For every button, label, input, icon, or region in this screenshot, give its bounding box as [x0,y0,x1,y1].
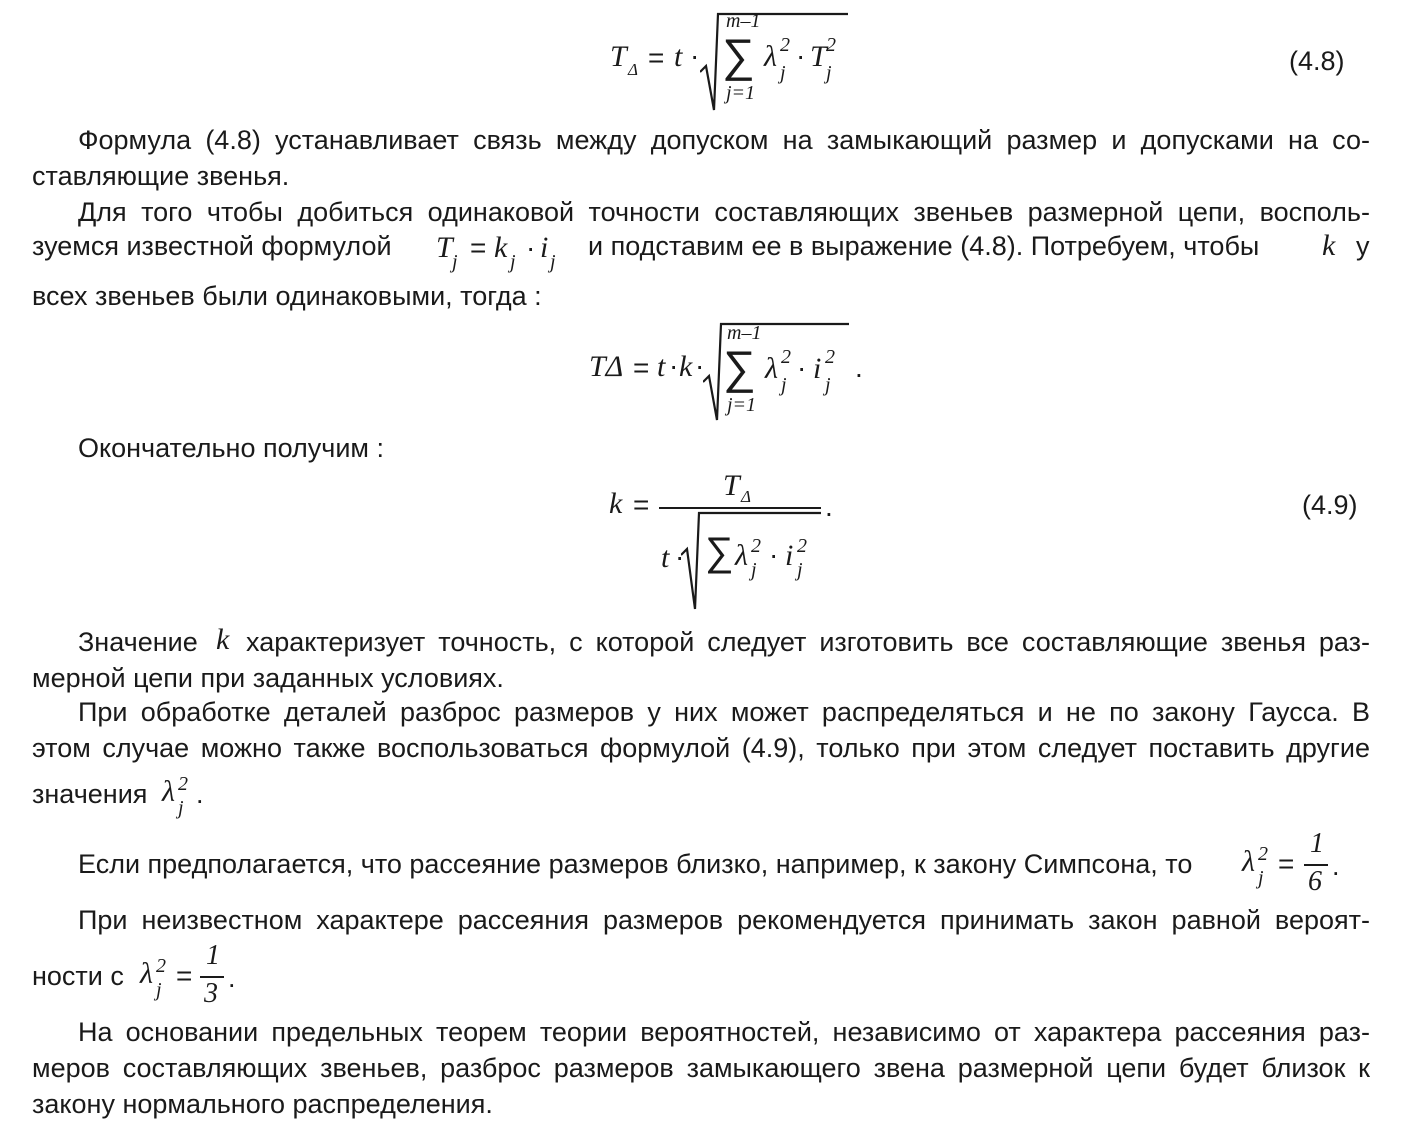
eqm-sum-upper: m–1 [727,322,762,344]
p6-lambda-sup: 2 [1258,843,1268,865]
eqm-lambda-sub: j [781,374,787,396]
eq48-dot: · [690,40,700,71]
paragraph-1-line-1: Формула (4.8) устанавливает связь между допуском на замыкающий размер и допусками на со- [78,125,1370,155]
eq49-i-sup: 2 [797,535,807,557]
paragraph-3: Окончательно получим : [78,433,384,463]
p2-formula-eq: = [470,232,487,263]
eq48-dot2: · [796,40,806,71]
p6-equals: = [1278,848,1295,879]
sum-sign: ∑ [723,341,756,393]
eq48-T-sup: 2 [826,34,836,56]
eq48-lambda-sup: 2 [780,34,790,56]
eqm-t: t [657,350,666,383]
eq49-dot: · [675,541,685,572]
eq48-lambda-sub: j [780,62,786,84]
eqm-i: i [813,352,822,385]
paragraph-5-line-1: При обработке деталей разброс размеров у них может распределяться и не по закону Гаусса. В [78,697,1370,727]
paragraph-2-line-3: всех звеньев были одинаковыми, тогда : [32,281,542,311]
p4-text-b: характеризует точность, с которой следует изготовить все составляющие звенья раз- [246,627,1370,657]
p6-denominator: 6 [1308,866,1322,897]
equation-number-4-8: (4.8) [1289,46,1345,76]
sum-sign: ∑ [705,530,734,574]
eqm-lambda: λ [765,352,778,385]
eqm-equals: = [633,352,650,383]
p6-end: . [1332,851,1340,881]
p7-denominator: 3 [204,978,218,1009]
eq48-T: T [810,40,827,73]
p7-text: ности с [32,961,124,991]
eq48-lhs-sub: Δ [628,60,638,79]
p5-lambda-sup: 2 [178,773,188,795]
p2-formula-k-sub: j [510,251,516,273]
eq49-lambda-sup: 2 [751,535,761,557]
eq48-sum-upper: m–1 [726,10,761,32]
equation-tk [585,310,885,430]
paragraph-8-line-3: закону нормального распределения. [32,1089,493,1119]
eq49-equals: = [633,489,650,520]
eqm-dot1: · [669,350,679,381]
paragraph-2-line-2 [32,228,1370,273]
equation-4-9 [605,465,845,615]
p7-lambda: λ [140,957,153,990]
paragraph-7-line-1: При неизвестном характере рассеяния размеров рекомендуется принимать закон равной вероят- [78,905,1370,935]
eq49-T: T [723,469,740,502]
sum-sign: ∑ [722,29,755,81]
paragraph-5-line-3 [32,773,1370,819]
eqm-k: k [679,350,693,383]
paragraph-6 [32,828,1370,897]
paragraph-8-line-2: меров составляющих звеньев, разброс размеров замыкающего звена размерной цепи будет близок к [32,1053,1370,1083]
p7-numerator: 1 [206,940,220,971]
p5-lambda-sub: j [178,797,184,819]
paragraph-7-line-2 [32,940,1370,1009]
eq49-i-sub: j [797,559,803,581]
eq48-lhs: T [610,40,627,73]
eq49-i: i [785,539,794,572]
p2-formula-T-sub: j [452,251,458,273]
p2-text-b: и подставим ее в выражение (4.8). Потребуем, чтобы [588,231,1260,261]
p6-lambda: λ [1242,845,1255,878]
eq48-t: t [674,40,683,73]
eqm-sum-lower: j=1 [727,394,757,416]
paragraph-4-line-2: мерной цепи при заданных условиях. [32,663,504,693]
p6-text: Если предполагается, что рассеяние размеров близко, например, к закону Симпсона, то [78,849,1193,879]
eq49-T-sub: Δ [741,487,751,506]
eq49-lambda: λ [735,539,748,572]
paragraph-2-line-1: Для того чтобы добиться одинаковой точности составляющих звеньев размерной цепи, восполь- [78,197,1370,227]
eqm-i-sup: 2 [825,346,835,368]
eq48-equals: = [648,42,665,73]
eq49-dot2: · [769,539,779,570]
eqm-lhs: TΔ [589,350,624,383]
p5-end: . [196,779,204,809]
eqm-lambda-sup: 2 [781,346,791,368]
p2-formula-T: T [436,231,453,264]
eqm-end: . [855,352,863,383]
eq48-lambda: λ [764,40,777,73]
equation-4-8 [600,0,890,120]
p2-formula-dot: · [526,232,536,263]
p2-text-a: зуемся известной формулой [32,231,392,261]
paragraph-1-line-2: ставляющие звенья. [32,161,290,191]
paragraph-8-line-1: На основании предельных теорем теории вероятностей, независимо от характера рассеяния раз- [78,1017,1370,1047]
eq49-lambda-sub: j [751,559,757,581]
eq49-end: . [825,491,833,522]
p2-formula-i-sub: j [550,251,556,273]
p5-lambda: λ [162,775,175,808]
p6-lambda-sub: j [1258,867,1264,889]
eqm-dot3: · [797,352,807,383]
eqm-dot2: · [695,350,705,381]
p7-equals: = [176,960,193,991]
equation-number-4-9: (4.9) [1302,490,1358,520]
eq48-sum-lower: j=1 [726,82,756,104]
paragraph-4-line-1 [32,624,1370,660]
p6-numerator: 1 [1310,828,1324,859]
eq49-k: k [609,487,623,520]
paragraph-5-line-2: этом случае можно также воспользоваться формулой (4.9), только при этом следует поставить другие [32,733,1370,763]
p2-formula-i: i [540,231,549,264]
p4-k: k [216,623,230,656]
p7-lambda-sub: j [156,979,162,1001]
eq49-t: t [661,541,670,574]
p7-lambda-sup: 2 [156,955,166,977]
p2-text-c: у [1356,231,1370,261]
p2-formula-k: k [494,231,508,264]
p2-k: k [1322,229,1336,262]
p7-end: . [228,963,236,993]
p5-text: значения [32,779,148,809]
eqm-i-sub: j [825,374,831,396]
p4-text-a: Значение [78,627,198,657]
eq48-T-sub: j [826,62,832,84]
